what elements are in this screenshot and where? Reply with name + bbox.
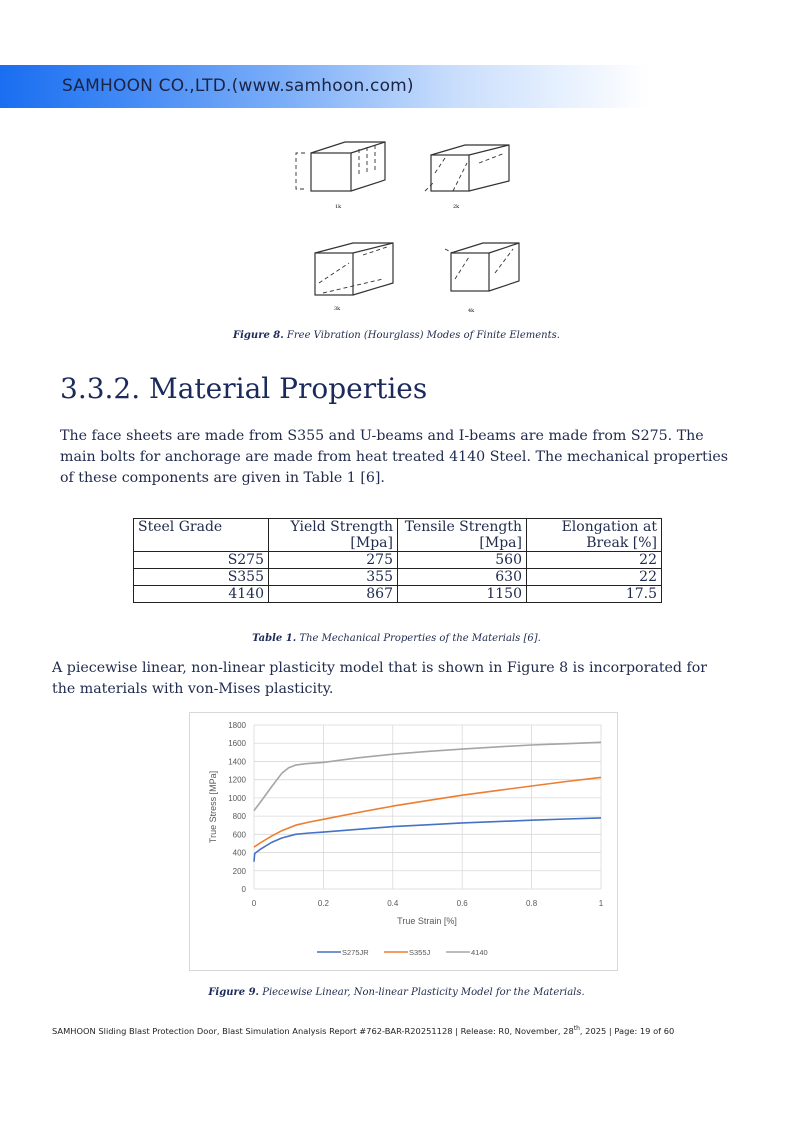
paragraph-plasticity: A piecewise linear, non-linear plasticity model that is shown in Figure 8 is incorporated for the materials with von-Mises plasticity. bbox=[52, 660, 708, 697]
mode-label-4k: 4k bbox=[468, 308, 475, 314]
y-tick-label: 1000 bbox=[228, 793, 246, 803]
cell-elongation: 22 bbox=[527, 552, 662, 569]
x-tick-label: 0 bbox=[251, 899, 257, 908]
figure-8-caption bbox=[0, 330, 793, 341]
legend-label-4140: 4140 bbox=[471, 948, 488, 957]
table-1-caption-label: Table 1. bbox=[252, 633, 297, 644]
page-footer bbox=[52, 1025, 674, 1036]
y-tick-label: 1800 bbox=[228, 721, 246, 730]
mode-1k-cube bbox=[296, 142, 385, 191]
x-tick-label: 0.6 bbox=[456, 899, 468, 908]
y-tick-label: 1400 bbox=[228, 757, 246, 767]
y-tick-label: 200 bbox=[232, 866, 246, 876]
header-steel-grade: Steel Grade bbox=[134, 519, 269, 552]
cell-elongation: 17.5 bbox=[527, 586, 662, 603]
y-axis-label: True Stress [MPa] bbox=[208, 770, 218, 844]
cell-tensile: 1150 bbox=[398, 586, 527, 603]
table-1-caption-text: The Mechanical Properties of the Materials [6]. bbox=[296, 633, 541, 644]
footer-page-info: , 2025 | Page: 19 of 60 bbox=[579, 1025, 675, 1036]
mode-label-2k: 2k bbox=[453, 204, 460, 210]
figure-8-caption-text: Free Vibration (Hourglass) Modes of Finite Elements. bbox=[283, 330, 560, 341]
figure-8-caption-label: Figure 8. bbox=[233, 330, 284, 341]
header-company: SAMHOON CO.,LTD.(www.samhoon.com) bbox=[62, 76, 414, 96]
table-row bbox=[134, 586, 662, 603]
x-tick-label: 0.8 bbox=[526, 899, 538, 908]
cell-grade: S275 bbox=[134, 552, 269, 569]
y-tick-label: 600 bbox=[232, 830, 246, 840]
table-row bbox=[134, 569, 662, 586]
paragraph-materials: The face sheets are made from S355 and U-beams and I-beams are made from S275. The main bolts for anchorage are made from heat treated 4140 Steel. The mechanical properties of these components are given in Table 1 [6]. bbox=[60, 428, 729, 486]
legend-label-s355j: S355J bbox=[409, 948, 431, 957]
footer-text: SAMHOON Sliding Blast Protection Door, Blast Simulation Analysis Report #762-BAR-R20251128 | Release: R0, November, 28 bbox=[52, 1025, 574, 1036]
material-properties-table bbox=[133, 518, 662, 603]
y-tick-label: 400 bbox=[232, 848, 246, 858]
y-tick-label: 0 bbox=[241, 885, 246, 894]
y-tick-label: 1600 bbox=[228, 739, 246, 749]
cell-yield: 867 bbox=[269, 586, 398, 603]
footer-sup: th bbox=[573, 1025, 580, 1032]
figure-9-caption-label: Figure 9. bbox=[208, 987, 260, 998]
mode-label-3k: 3k bbox=[334, 306, 341, 312]
section-title: 3.3.2. Material Properties bbox=[60, 372, 428, 405]
mode-3k-cube bbox=[315, 243, 393, 295]
x-tick-label: 0.4 bbox=[387, 899, 399, 908]
cell-tensile: 560 bbox=[398, 552, 527, 569]
mode-2k-cube bbox=[425, 145, 509, 191]
figure-9-caption bbox=[0, 987, 793, 998]
figure-8-hourglass-modes bbox=[283, 133, 528, 318]
mode-label-1k: 1k bbox=[335, 204, 342, 210]
chart-frame bbox=[189, 712, 618, 971]
header-tensile-strength: Tensile Strength [Mpa] bbox=[398, 519, 527, 552]
mode-4k-cube bbox=[445, 243, 519, 291]
cell-yield: 355 bbox=[269, 569, 398, 586]
y-tick-label: 800 bbox=[232, 812, 246, 822]
cell-grade: S355 bbox=[134, 569, 269, 586]
cell-grade: 4140 bbox=[134, 586, 269, 603]
x-tick-label: 0.2 bbox=[317, 899, 329, 908]
header-yield-strength: Yield Strength [Mpa] bbox=[269, 519, 398, 552]
x-tick-label: 1 bbox=[598, 899, 604, 908]
table-1-caption bbox=[0, 633, 793, 644]
x-axis-label: True Strain [%] bbox=[397, 916, 457, 926]
cell-yield: 275 bbox=[269, 552, 398, 569]
table-header-row bbox=[134, 519, 662, 552]
y-tick-label: 1200 bbox=[228, 775, 246, 785]
cell-elongation: 22 bbox=[527, 569, 662, 586]
table-row bbox=[134, 552, 662, 569]
header-elongation: Elongation at Break [%] bbox=[527, 519, 662, 552]
figure-9-caption-text: Piecewise Linear, Non-linear Plasticity Model for the Materials. bbox=[259, 987, 585, 998]
legend-label-s275jr: S275JR bbox=[342, 948, 369, 957]
cell-tensile: 630 bbox=[398, 569, 527, 586]
